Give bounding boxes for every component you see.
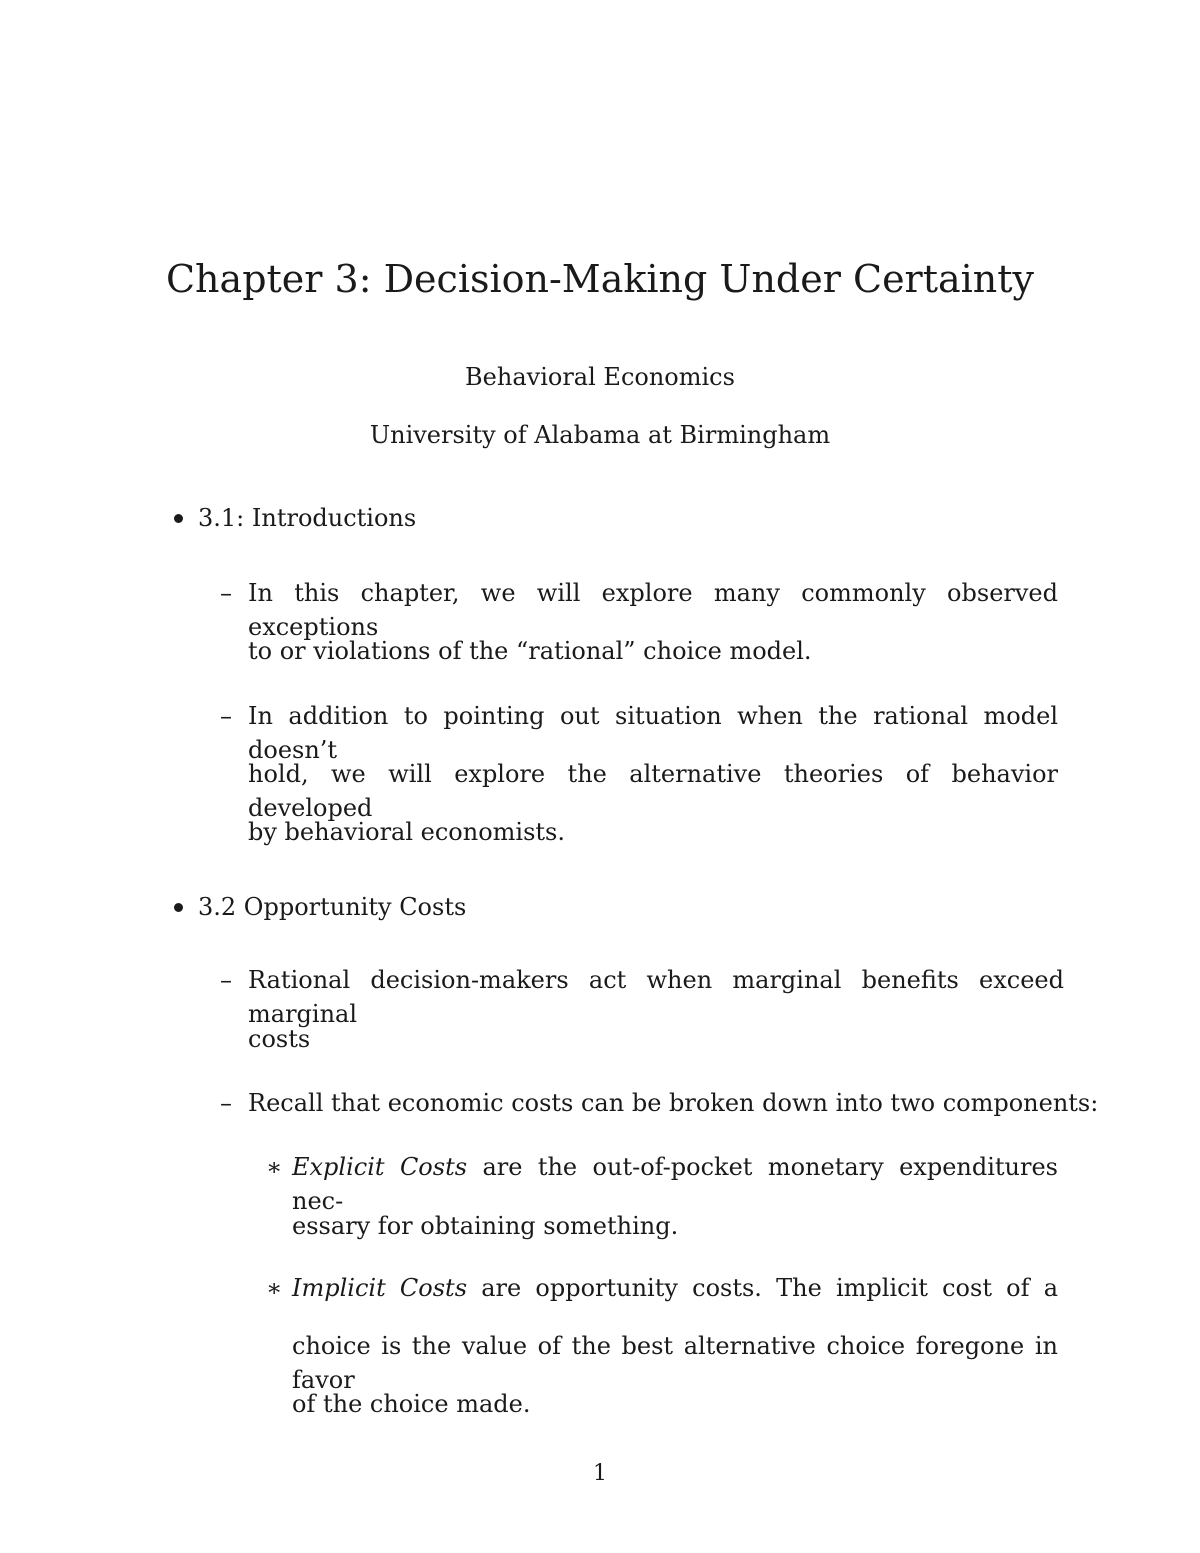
item-line: costs: [248, 1025, 311, 1053]
dash-icon: –: [220, 966, 232, 994]
sub-item-line: of the choice made.: [292, 1390, 531, 1418]
course-name: Behavioral Economics: [465, 363, 735, 391]
page-number: 1: [593, 1461, 607, 1486]
dash-icon: –: [220, 702, 232, 730]
sub-item-text: are the out-of-pocket monetary expenditures nec-: [292, 1153, 1058, 1215]
item-line: to or violations of the “rational” choice model.: [248, 637, 812, 665]
bullet-icon: [174, 903, 183, 912]
sub-item-line: essary for obtaining something.: [292, 1212, 679, 1240]
item-line: hold, we will explore the alternative theories of behavior developed: [248, 760, 1058, 822]
item-line: In addition to pointing out situation when the rational model doesn’t: [248, 702, 1058, 764]
item-line: Rational decision-makers act when marginal benefits exceed marginal: [248, 966, 1064, 1028]
sub-item-line: [292, 1271, 1058, 1305]
sub-item-line: [292, 1150, 1058, 1218]
page-title: Chapter 3: Decision-Making Under Certainty: [165, 257, 1035, 301]
term: Explicit Costs: [292, 1153, 468, 1181]
university-name: University of Alabama at Birmingham: [369, 421, 831, 449]
sub-item-line: choice is the value of the best alternative choice foregone in favor: [292, 1332, 1058, 1394]
item-line: by behavioral economists.: [248, 818, 565, 846]
asterisk-icon: ∗: [266, 1274, 283, 1302]
dash-icon: –: [220, 1089, 232, 1117]
asterisk-icon: ∗: [266, 1153, 283, 1181]
item-line: In this chapter, we will explore many commonly observed exceptions: [248, 579, 1058, 641]
bullet-icon: [174, 514, 183, 523]
dash-icon: –: [220, 579, 232, 607]
term: Implicit Costs: [292, 1274, 468, 1302]
section-heading: 3.1: Introductions: [198, 504, 417, 532]
sub-item-text: are opportunity costs. The implicit cost of a: [467, 1274, 1059, 1302]
section-heading: 3.2 Opportunity Costs: [198, 893, 467, 921]
item-line: Recall that economic costs can be broken down into two components:: [248, 1089, 1099, 1117]
